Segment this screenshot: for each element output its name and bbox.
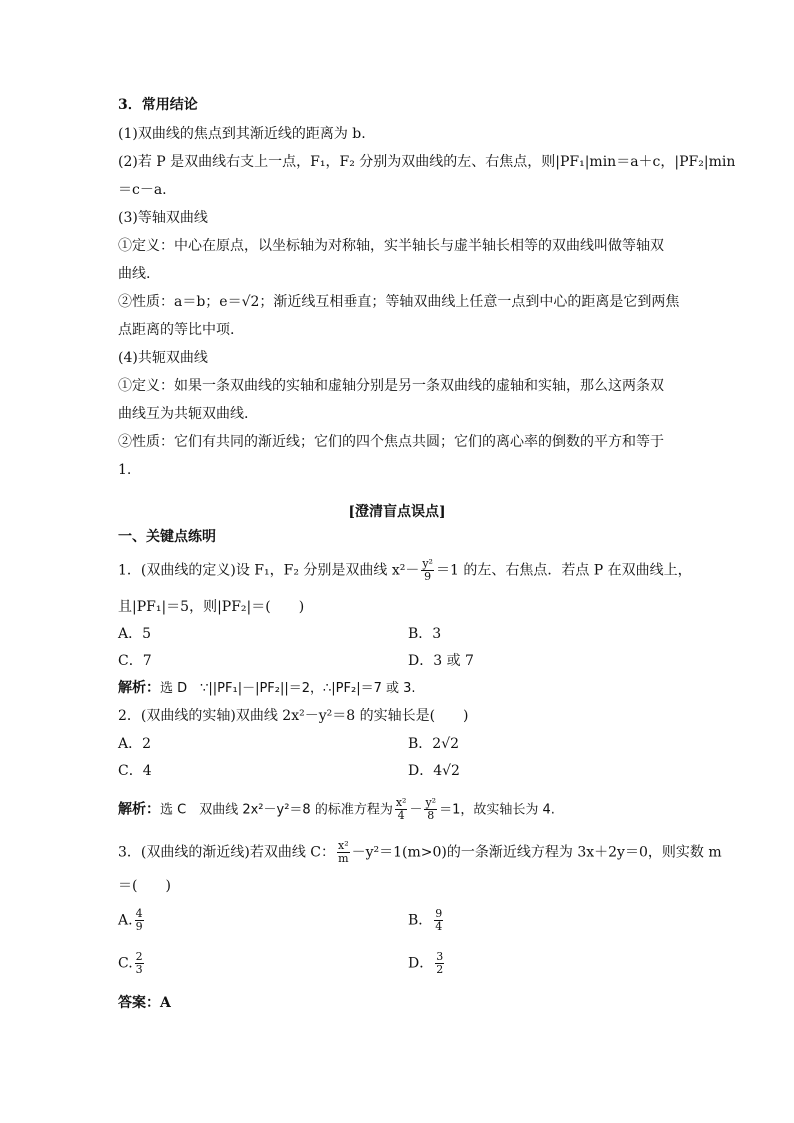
solution-text-end: ＝1，故实轴长为 4. bbox=[439, 802, 555, 818]
question-3-line-2: ＝( ) bbox=[118, 878, 171, 894]
solution-label: 解析： bbox=[118, 680, 160, 696]
fraction-denominator: 4 bbox=[435, 920, 443, 933]
fraction-numerator: 3 bbox=[436, 950, 444, 963]
question-2-stem: 2．(双曲线的实轴)双曲线 2x²－y²＝8 的实轴长是( ) bbox=[118, 708, 469, 724]
conclusion-2-line-2: ＝c－a. bbox=[118, 182, 167, 198]
fraction-denominator: 9 bbox=[135, 920, 143, 933]
question-1-stem-end: ＝1 的左、右焦点．若点 P 在双曲线上， bbox=[435, 562, 692, 579]
conclusion-3-definition-line-1: ①定义：中心在原点，以坐标轴为对称轴，实半轴长与虚半轴长相等的双曲线叫做等轴双 bbox=[118, 238, 664, 254]
question-1-stem bbox=[118, 558, 692, 583]
option-label: D． bbox=[408, 955, 434, 972]
conclusion-4-property-line-2: 1. bbox=[118, 462, 132, 478]
option-fraction bbox=[435, 951, 444, 976]
option-label: B． bbox=[408, 912, 433, 929]
fraction-denominator: 9 bbox=[424, 570, 432, 583]
fraction-numerator: 4 bbox=[135, 907, 143, 920]
question-3-option-a bbox=[118, 908, 146, 933]
solution-fraction-2 bbox=[424, 797, 437, 822]
option-fraction bbox=[434, 908, 443, 933]
question-2-option-b: B．2√2 bbox=[408, 736, 460, 752]
question-1-option-c: C．7 bbox=[118, 653, 152, 669]
question-1-fraction bbox=[421, 558, 434, 583]
question-3-stem-start: 3．(双曲线的渐近线)若双曲线 C： bbox=[118, 844, 335, 861]
question-3-option-b bbox=[408, 908, 445, 933]
minus-sign: － bbox=[409, 802, 423, 818]
question-1-option-a: A．5 bbox=[118, 626, 152, 642]
solution-fraction-1 bbox=[395, 797, 408, 822]
question-2-option-c: C．4 bbox=[118, 763, 152, 779]
option-label: A. bbox=[118, 912, 133, 929]
question-3-fraction bbox=[337, 840, 350, 865]
clarify-title: [澄清盲点误点] bbox=[348, 504, 446, 520]
fraction-numerator: y² bbox=[422, 557, 433, 570]
question-1-solution bbox=[118, 679, 416, 698]
solution-text: 选 D ∵||PF₁|－|PF₂||＝2，∴|PF₂|＝7 或 3. bbox=[160, 681, 416, 696]
conclusion-4-definition-line-1: ①定义：如果一条双曲线的实轴和虚轴分别是另一条双曲线的虚轴和实轴，那么这两条双 bbox=[118, 378, 664, 394]
fraction-denominator: 4 bbox=[397, 809, 405, 822]
question-3-answer bbox=[118, 994, 171, 1012]
question-3-option-c bbox=[118, 951, 146, 976]
conclusion-1: (1)双曲线的焦点到其渐近线的距离为 b. bbox=[118, 126, 366, 142]
conclusion-2-line-1: (2)若 P 是双曲线右支上一点，F₁，F₂ 分别为双曲线的左、右焦点，则|PF₁|min＝a＋c，|PF₂|min bbox=[118, 154, 736, 170]
fraction-numerator: x² bbox=[395, 796, 407, 809]
option-label: C. bbox=[118, 955, 133, 972]
question-2-solution bbox=[118, 797, 555, 822]
question-3-stem bbox=[118, 840, 722, 865]
question-1-option-d: D．3 或 7 bbox=[408, 653, 474, 669]
fraction-denominator: 2 bbox=[436, 963, 444, 976]
conclusion-4-title: (4)共轭双曲线 bbox=[118, 350, 208, 366]
question-1-line-2: 且|PF₁|＝5，则|PF₂|＝( ) bbox=[118, 599, 305, 615]
fraction-numerator: x² bbox=[338, 839, 349, 852]
fraction-numerator: y² bbox=[425, 796, 437, 809]
question-1-stem-start: 1．(双曲线的定义)设 F₁，F₂ 分别是双曲线 x²－ bbox=[118, 562, 420, 579]
fraction-denominator: 8 bbox=[427, 809, 435, 822]
option-fraction bbox=[135, 908, 144, 933]
conclusion-3-title: (3)等轴双曲线 bbox=[118, 210, 208, 226]
option-fraction bbox=[135, 951, 144, 976]
fraction-numerator: 9 bbox=[435, 907, 443, 920]
question-2-option-d: D．4√2 bbox=[408, 763, 460, 779]
conclusion-3-definition-line-2: 曲线. bbox=[118, 266, 151, 282]
question-2-option-a: A．2 bbox=[118, 736, 152, 752]
part-1-heading: 一、关键点练明 bbox=[118, 529, 216, 545]
question-3-stem-end: －y²＝1(m>0)的一条渐近线方程为 3x＋2y＝0，则实数 m bbox=[351, 844, 722, 861]
conclusion-3-property-line-1: ②性质：a＝b；e＝√2；渐近线互相垂直；等轴双曲线上任意一点到中心的距离是它到两焦 bbox=[118, 294, 680, 310]
fraction-denominator: m bbox=[338, 852, 349, 865]
conclusion-4-definition-line-2: 曲线互为共轭双曲线. bbox=[118, 406, 249, 422]
answer-label: 答案： bbox=[118, 995, 160, 1011]
fraction-denominator: 3 bbox=[135, 963, 143, 976]
fraction-numerator: 2 bbox=[135, 950, 143, 963]
answer-value: A bbox=[160, 995, 171, 1011]
question-1-option-b: B．3 bbox=[408, 626, 442, 642]
conclusion-3-property-line-2: 点距离的等比中项. bbox=[118, 322, 235, 338]
section-heading: 3．常用结论 bbox=[118, 97, 198, 113]
solution-label: 解析： bbox=[118, 801, 160, 818]
conclusion-4-property-line-1: ②性质：它们有共同的渐近线；它们的四个焦点共圆；它们的离心率的倒数的平方和等于 bbox=[118, 434, 664, 450]
solution-text-start: 选 C 双曲线 2x²－y²＝8 的标准方程为 bbox=[160, 802, 393, 818]
question-3-option-d bbox=[408, 951, 446, 976]
